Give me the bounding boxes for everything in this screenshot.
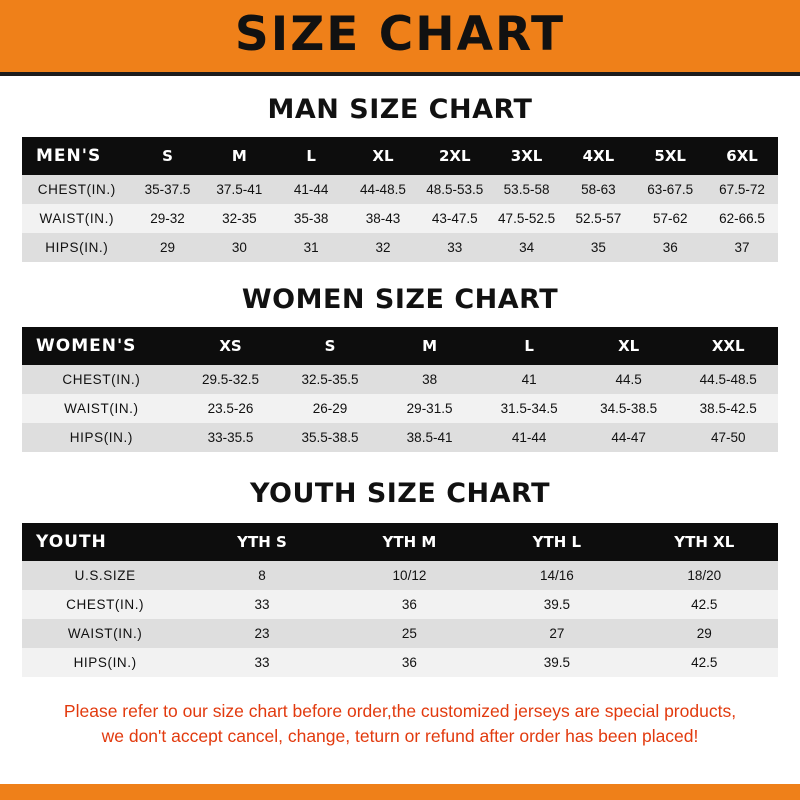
table-cell: 30 (203, 233, 275, 262)
table-cell: 38.5-41 (380, 423, 480, 452)
table-cell: 53.5-58 (491, 175, 563, 204)
row-label: WAIST(IN.) (22, 394, 181, 423)
table-cell: 58-63 (562, 175, 634, 204)
table-cell: 35-38 (275, 204, 347, 233)
men-size-table (22, 137, 778, 262)
table-header-cell: YTH M (336, 523, 483, 561)
table-cell: 57-62 (634, 204, 706, 233)
table-cell: 32-35 (203, 204, 275, 233)
table-cell: 25 (336, 619, 483, 648)
row-label: HIPS(IN.) (22, 423, 181, 452)
table-cell: 27 (483, 619, 630, 648)
table-cell: 38.5-42.5 (678, 394, 778, 423)
header-band (0, 0, 800, 72)
table-cell: 33 (188, 590, 335, 619)
table-row (22, 394, 778, 423)
page-title: SIZE CHART (234, 6, 566, 62)
table-cell: 29-31.5 (380, 394, 480, 423)
table-header-cell: YTH L (483, 523, 630, 561)
table-header-cell: XL (347, 137, 419, 175)
table-cell: 18/20 (631, 561, 778, 590)
table-cell: 31.5-34.5 (479, 394, 579, 423)
table-row (22, 175, 778, 204)
table-header-cell: S (280, 327, 380, 365)
table-cell: 10/12 (336, 561, 483, 590)
table-cell: 14/16 (483, 561, 630, 590)
table-cell: 33 (188, 648, 335, 677)
table-header-cell: XL (579, 327, 679, 365)
table-header-cell: L (479, 327, 579, 365)
table-header-cell: 4XL (562, 137, 634, 175)
table-header-row (22, 137, 778, 175)
table-header-row (22, 523, 778, 561)
table-header-cell: 5XL (634, 137, 706, 175)
bottom-band (0, 784, 800, 800)
row-label: WAIST(IN.) (22, 204, 132, 233)
table-cell: 47-50 (678, 423, 778, 452)
row-label: WAIST(IN.) (22, 619, 188, 648)
footer-note (22, 699, 778, 750)
youth-size-table (22, 523, 778, 677)
table-cell: 37 (706, 233, 778, 262)
table-header-cell: 6XL (706, 137, 778, 175)
section-title-women: WOMEN SIZE CHART (241, 284, 559, 315)
table-cell: 44.5-48.5 (678, 365, 778, 394)
footer-note-line-2: we don't accept cancel, change, teturn or refund after order has been placed! (101, 726, 699, 747)
table-cell: 23 (188, 619, 335, 648)
table-cell: 36 (634, 233, 706, 262)
table-cell: 29.5-32.5 (181, 365, 281, 394)
table-row (22, 423, 778, 452)
table-cell: 42.5 (631, 648, 778, 677)
table-cell: 52.5-57 (562, 204, 634, 233)
table-cell: 36 (336, 590, 483, 619)
table-header-cell: M (380, 327, 480, 365)
table-cell: 29 (132, 233, 204, 262)
row-label: HIPS(IN.) (22, 648, 188, 677)
table-cell: 31 (275, 233, 347, 262)
content (0, 94, 800, 750)
table-cell: 34.5-38.5 (579, 394, 679, 423)
table-header-cell: YOUTH (22, 523, 188, 561)
table-header-cell: S (132, 137, 204, 175)
women-size-table (22, 327, 778, 452)
table-cell: 44-48.5 (347, 175, 419, 204)
table-cell: 44.5 (579, 365, 679, 394)
table-cell: 29-32 (132, 204, 204, 233)
table-cell: 35.5-38.5 (280, 423, 380, 452)
table-header-cell: L (275, 137, 347, 175)
table-header-cell: XXL (678, 327, 778, 365)
table-cell: 39.5 (483, 590, 630, 619)
table-cell: 42.5 (631, 590, 778, 619)
header-divider (0, 72, 800, 76)
table-cell: 26-29 (280, 394, 380, 423)
table-header-cell: WOMEN'S (22, 327, 181, 365)
table-cell: 36 (336, 648, 483, 677)
table-cell: 48.5-53.5 (419, 175, 491, 204)
table-row (22, 233, 778, 262)
table-cell: 67.5-72 (706, 175, 778, 204)
table-row (22, 365, 778, 394)
table-row (22, 619, 778, 648)
table-header-cell: 3XL (491, 137, 563, 175)
table-cell: 43-47.5 (419, 204, 491, 233)
table-cell: 37.5-41 (203, 175, 275, 204)
row-label: CHEST(IN.) (22, 590, 188, 619)
row-label: CHEST(IN.) (22, 175, 132, 204)
row-label: CHEST(IN.) (22, 365, 181, 394)
row-label: U.S.SIZE (22, 561, 188, 590)
section-title-youth: YOUTH SIZE CHART (249, 478, 551, 509)
table-header-row (22, 327, 778, 365)
table-cell: 38 (380, 365, 480, 394)
table-cell: 41-44 (275, 175, 347, 204)
table-header-cell: 2XL (419, 137, 491, 175)
row-label: HIPS(IN.) (22, 233, 132, 262)
table-cell: 44-47 (579, 423, 679, 452)
table-cell: 32 (347, 233, 419, 262)
table-header-cell: M (203, 137, 275, 175)
table-header-cell: MEN'S (22, 137, 132, 175)
table-cell: 35 (562, 233, 634, 262)
table-cell: 41 (479, 365, 579, 394)
table-cell: 63-67.5 (634, 175, 706, 204)
table-cell: 39.5 (483, 648, 630, 677)
table-row (22, 561, 778, 590)
table-cell: 34 (491, 233, 563, 262)
table-cell: 33-35.5 (181, 423, 281, 452)
section-title-man: MAN SIZE CHART (267, 94, 533, 125)
table-row (22, 204, 778, 233)
footer-note-line-1: Please refer to our size chart before order,the customized jerseys are special products, (63, 701, 737, 721)
table-cell: 29 (631, 619, 778, 648)
table-row (22, 648, 778, 677)
table-cell: 38-43 (347, 204, 419, 233)
table-row (22, 590, 778, 619)
table-header-cell: YTH XL (631, 523, 778, 561)
table-header-cell: YTH S (188, 523, 335, 561)
table-header-cell: XS (181, 327, 281, 365)
table-cell: 47.5-52.5 (491, 204, 563, 233)
table-cell: 32.5-35.5 (280, 365, 380, 394)
table-cell: 62-66.5 (706, 204, 778, 233)
table-cell: 35-37.5 (132, 175, 204, 204)
table-cell: 23.5-26 (181, 394, 281, 423)
table-cell: 41-44 (479, 423, 579, 452)
table-cell: 33 (419, 233, 491, 262)
table-cell: 8 (188, 561, 335, 590)
